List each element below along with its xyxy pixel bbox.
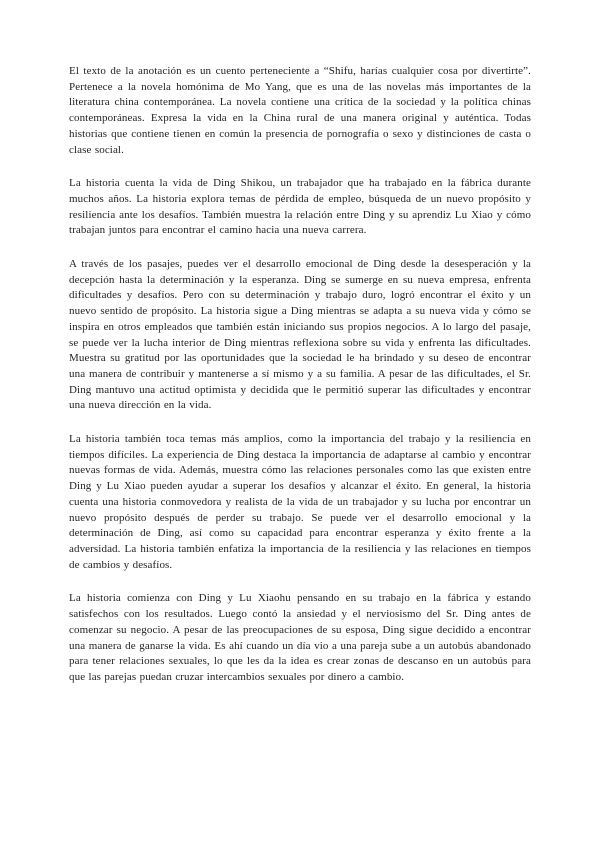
document-body — [69, 64, 531, 704]
paragraph-story-summary: La historia cuenta la vida de Ding Shikou, un trabajador que ha trabajado en la fábrica durante muchos años. La historia explora temas de pérdida de empleo, búsqueda de un nuevo propósito y resiliencia ante los desafíos. También muestra la relación entre Ding y su aprendiz Lu Xiao y cómo trabajan juntos para encontrar el camino hacia una nueva carrera. — [69, 177, 531, 237]
paragraph-novel-introduction: El texto de la anotación es un cuento perteneciente a “Shifu, harías cualquier cosa por divertirte”. Pertenece a la novela homónima de Mo Yang, que es una de las novelas más importantes de la literatura china contemporánea. La novela contiene una crítica de la sociedad y la política chinas contemporáneas. Expresa la vida en la China rural de una manera original y auténtica. Todas historias que contiene tienen en común la presencia de pornografía o sexo y distinciones de casta o clase social. — [69, 65, 531, 156]
paragraph-emotional-development: A través de los pasajes, puedes ver el desarrollo emocional de Ding desde la desesperación y la decepción hasta la determinación y la esperanza. Ding se sumerge en su nueva empresa, enfrenta dificultades y desafíos. Pero con su determinación y trabajo duro, logró encontrar el éxito y un nuevo sentido de propósito. La historia sigue a Ding mientras se adapta a su nueva vida y cómo se inspira en otros empleados que también están iniciando sus propios negocios. A lo largo del pasaje, se puede ver la lucha interior de Ding mientras reflexiona sobre su vida y enfrenta las dificultades. Muestra su gratitud por las oportunidades que la sociedad le ha brindado y su deseo de encontrar una manera de contribuir y mantenerse a sí mismo y a su familia. A pesar de las dificultades, el Sr. Ding mantuvo una actitud optimista y decidida que le permitió superar las dificultades y encontrar una nueva dirección en la vida. — [69, 258, 531, 412]
paragraph-story-beginning: La historia comienza con Ding y Lu Xiaohu pensando en su trabajo en la fábrica y estando satisfechos con los resultados. Luego contó la ansiedad y el nerviosismo del Sr. Ding antes de comenzar su negocio. A pesar de las preocupaciones de su esposa, Ding sigue decidido a encontrar una manera de ganarse la vida. Es ahí cuando un día vio a una pareja sube a un autobús abandonado para tener relaciones sexuales, lo que les da la idea es crear zonas de descanso en un autobús para que las parejas puedan cruzar intercambios sexuales por dinero a cambio. — [69, 592, 531, 683]
paragraph-broader-themes: La historia también toca temas más amplios, como la importancia del trabajo y la resiliencia en tiempos difíciles. La experiencia de Ding destaca la importancia de adaptarse al cambio y encontrar nuevas formas de vida. Además, muestra cómo las relaciones personales como las que existen entre Ding y Lu Xiao pueden ayudar a superar los desafíos y alcanzar el éxito. En general, la historia cuenta una historia conmovedora y realista de la vida de un trabajador y su lucha por encontrar un nuevo propósito después de perder su trabajo. Se puede ver el desarrollo emocional y la determinación de Ding, así como su capacidad para encontrar esperanza y éxito frente a la adversidad. La historia también enfatiza la importancia de la resiliencia y las relaciones en tiempos de cambios y desafíos. — [69, 433, 531, 571]
